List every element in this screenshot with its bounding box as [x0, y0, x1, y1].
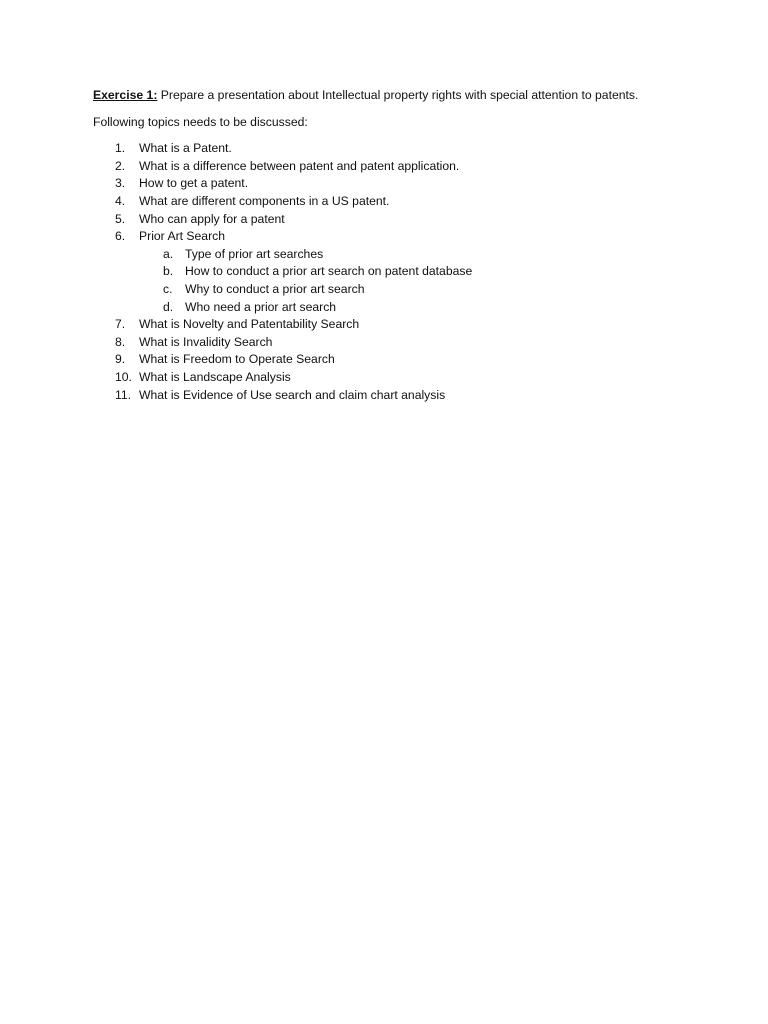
sub-list-item — [93, 263, 653, 281]
list-item-text: What is a Patent. — [139, 141, 232, 156]
list-item-text: What is Landscape Analysis — [139, 369, 291, 384]
list-number: 8. — [115, 334, 126, 349]
list-number: 3. — [115, 176, 126, 191]
list-item-text: How to get a patent. — [139, 176, 249, 191]
list-item — [93, 387, 653, 405]
subtopics-list — [139, 246, 653, 316]
list-item — [93, 193, 653, 211]
list-item-text: What are different components in a US patent. — [139, 193, 390, 208]
topics-lead: Following topics needs to be discussed: — [93, 114, 308, 129]
list-number: 1. — [115, 141, 126, 156]
topics-list — [93, 140, 653, 404]
list-item-text: Prior Art Search — [139, 229, 226, 244]
list-item — [93, 140, 653, 158]
list-item — [93, 369, 653, 387]
list-number: 9. — [115, 352, 126, 367]
list-item — [93, 334, 653, 352]
sub-list-item — [93, 281, 653, 299]
sub-list-letter: d. — [163, 299, 174, 314]
list-item — [93, 211, 653, 229]
sub-list-item — [93, 246, 653, 264]
exercise-text: Prepare a presentation about Intellectual property rights with special attention to patents. — [157, 88, 639, 102]
sub-list-letter: a. — [163, 246, 174, 261]
sub-list-item-text: Why to conduct a prior art search — [185, 281, 365, 296]
list-item-text: What is Novelty and Patentability Search — [139, 317, 360, 332]
document-body — [93, 87, 653, 404]
list-item — [93, 351, 653, 369]
list-number: 2. — [115, 158, 126, 173]
list-item-text: What is Evidence of Use search and claim chart analysis — [139, 387, 446, 402]
list-number: 5. — [115, 211, 126, 226]
exercise-label: Exercise 1: — [93, 88, 158, 102]
sub-list-item — [93, 299, 653, 317]
list-item-text: What is Invalidity Search — [139, 334, 273, 349]
list-number: 6. — [115, 229, 126, 244]
list-number: 11. — [115, 387, 132, 402]
list-number: 7. — [115, 317, 126, 332]
sub-list-item-text: Who need a prior art search — [185, 299, 337, 314]
list-number: 4. — [115, 193, 126, 208]
list-number: 10. — [115, 369, 132, 384]
exercise-paragraph — [93, 87, 653, 105]
sub-list-item-text: Type of prior art searches — [185, 246, 324, 261]
list-item-text: What is a difference between patent and patent application. — [139, 158, 460, 173]
list-item — [93, 228, 653, 316]
list-item — [93, 316, 653, 334]
sub-list-letter: b. — [163, 264, 174, 279]
list-item — [93, 175, 653, 193]
list-item-text: Who can apply for a patent — [139, 211, 285, 226]
sub-list-item-text: How to conduct a prior art search on patent database — [185, 264, 473, 279]
list-item-text: What is Freedom to Operate Search — [139, 352, 335, 367]
list-item — [93, 158, 653, 176]
sub-list-letter: c. — [163, 281, 173, 296]
